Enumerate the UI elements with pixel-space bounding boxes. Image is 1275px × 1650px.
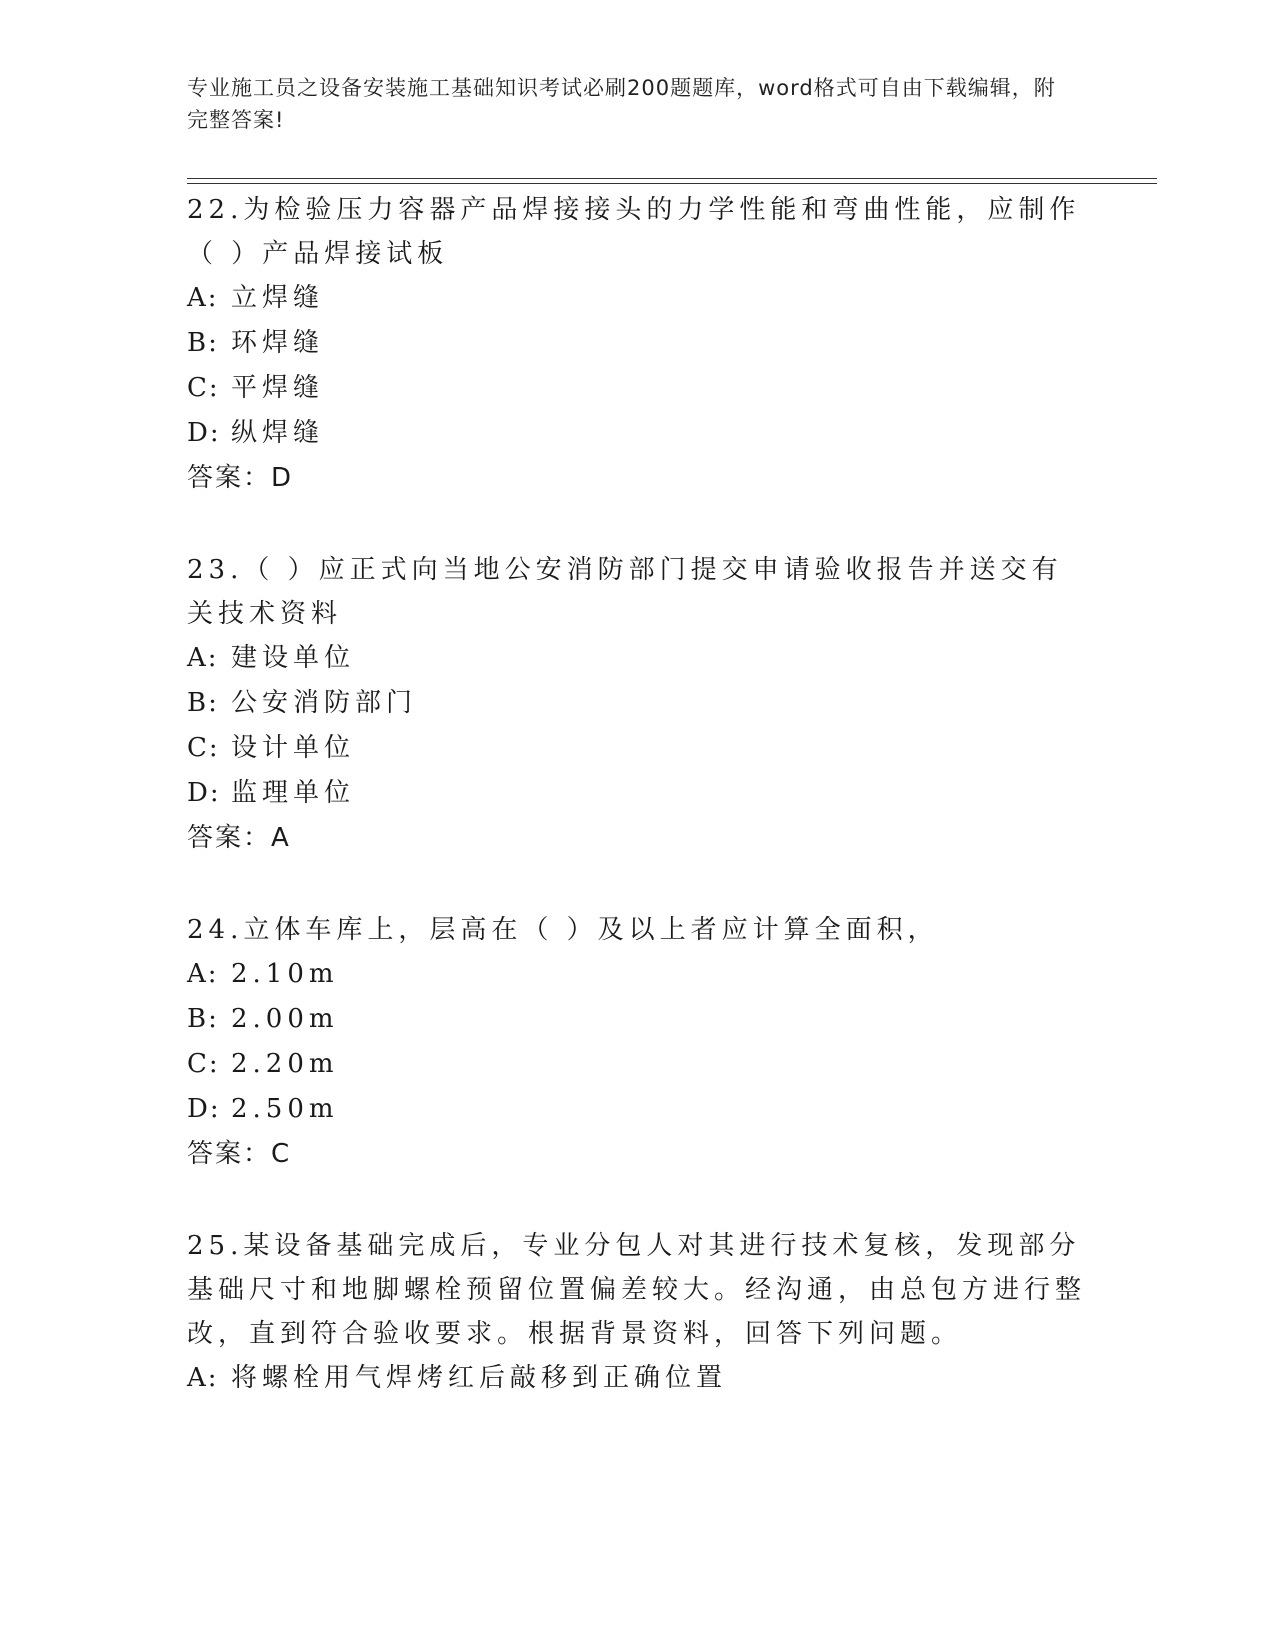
option-c [187, 366, 1087, 411]
option-letter: B: [187, 688, 219, 718]
option-text: 2.20m [231, 1049, 339, 1079]
question-22 [187, 188, 1087, 501]
option-text: 2.00m [231, 1004, 339, 1034]
option-d [187, 771, 1087, 816]
option-c [187, 726, 1087, 771]
option-b [187, 997, 1087, 1042]
option-letter: D: [187, 1094, 221, 1124]
question-stem: 24.立体车库上，层高在（ ）及以上者应计算全面积， [187, 915, 939, 945]
question-stem: 23.（ ）应正式向当地公安消防部门提交申请验收报告并送交有关技术资料 [187, 555, 1063, 629]
question-23 [187, 548, 1087, 861]
option-text: 公安消防部门 [231, 688, 418, 718]
answer-line: 答案：D [187, 463, 294, 493]
option-letter: D: [187, 418, 221, 448]
answer-line: 答案：C [187, 1139, 292, 1169]
option-text: 2.10m [231, 959, 339, 989]
option-letter: B: [187, 1004, 219, 1034]
option-a [187, 636, 1087, 681]
option-text: 环焊缝 [231, 328, 325, 358]
option-letter: D: [187, 778, 221, 808]
question-stem: 25.某设备基础完成后，专业分包人对其进行技术复核，发现部分基础尺寸和地脚螺栓预留位置偏差较大。经沟通，由总包方进行整改，直到符合验收要求。根据背景资料，回答下列问题。 [187, 1231, 1087, 1349]
option-text: 设计单位 [231, 733, 356, 763]
option-a [187, 276, 1087, 321]
option-b [187, 681, 1087, 726]
option-text: 平焊缝 [231, 373, 325, 403]
option-c [187, 1042, 1087, 1087]
question-25 [187, 1224, 1087, 1401]
option-a [187, 1356, 1087, 1401]
option-d [187, 411, 1087, 456]
question-stem: 22.为检验压力容器产品焊接接头的力学性能和弯曲性能，应制作（ ）产品焊接试板 [187, 195, 1081, 269]
option-text: 监理单位 [231, 778, 356, 808]
option-a [187, 952, 1087, 997]
option-b [187, 321, 1087, 366]
option-letter: A: [187, 283, 219, 313]
option-letter: C: [187, 733, 220, 763]
option-text: 建设单位 [231, 643, 356, 673]
option-d [187, 1087, 1087, 1132]
question-24 [187, 908, 1087, 1177]
option-text: 立焊缝 [231, 283, 325, 313]
answer-line: 答案：A [187, 823, 291, 853]
header-divider-top [187, 178, 1157, 179]
option-text: 纵焊缝 [231, 418, 325, 448]
option-letter: C: [187, 1049, 220, 1079]
option-letter: C: [187, 373, 220, 403]
document-header [187, 72, 1067, 136]
header-title: 专业施工员之设备安装施工基础知识考试必刷200题题库，word格式可自由下载编辑，附完整答案! [187, 76, 1056, 132]
option-text: 2.50m [231, 1094, 339, 1124]
option-letter: A: [187, 643, 219, 673]
option-letter: A: [187, 1363, 219, 1393]
option-text: 将螺栓用气焊烤红后敲移到正确位置 [231, 1363, 728, 1393]
header-divider-bottom [187, 183, 1157, 184]
option-letter: B: [187, 328, 219, 358]
option-letter: A: [187, 959, 219, 989]
